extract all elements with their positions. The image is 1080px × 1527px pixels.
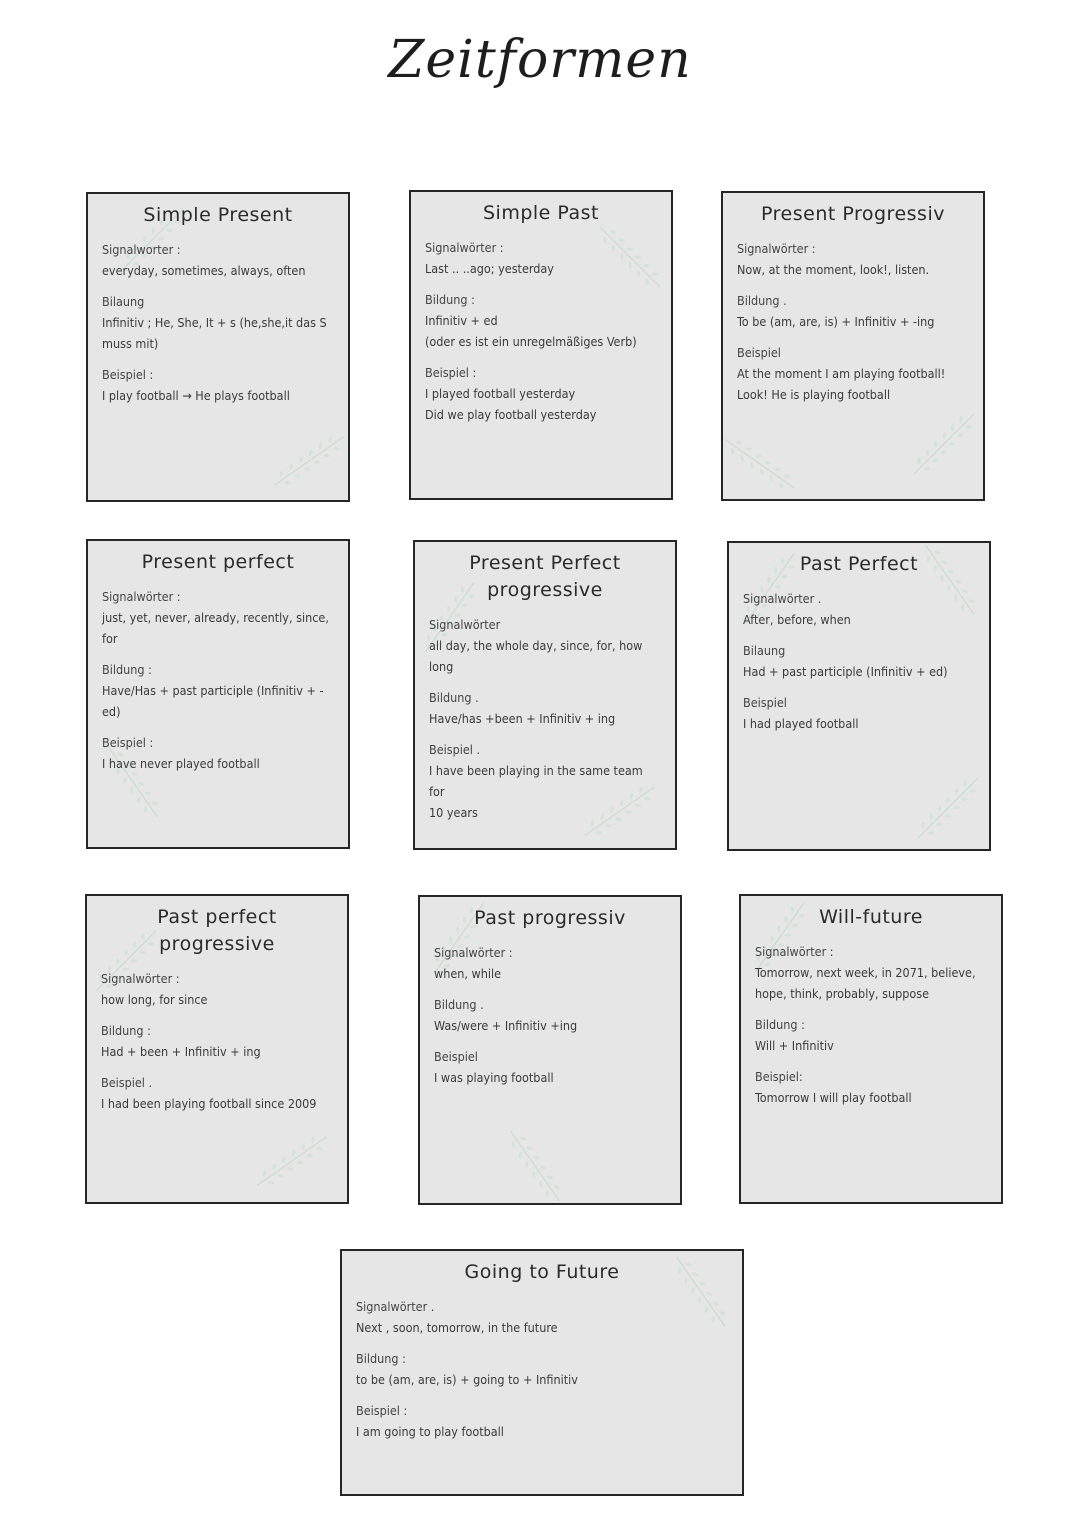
section-text: Had + past participle (Infinitiv + ed) xyxy=(743,664,948,679)
card-section xyxy=(356,1348,728,1390)
tense-card-past-progressiv xyxy=(418,895,682,1205)
section-label: Bilaung xyxy=(743,643,786,658)
tense-card-present-perfect-progressive xyxy=(413,540,677,850)
section-label: Bildung : xyxy=(101,1023,151,1038)
section-text: I was playing football xyxy=(434,1070,554,1085)
tense-card-will-future xyxy=(739,894,1003,1204)
section-text: I have been playing in the same team for xyxy=(429,763,643,799)
card-title: Simple Present xyxy=(143,204,293,226)
section-label: Bildung : xyxy=(755,1017,805,1032)
card-section xyxy=(755,1014,987,1056)
card-section xyxy=(102,732,334,774)
section-label: Signalwörter xyxy=(429,617,501,632)
tense-card-past-perfect-progressive xyxy=(85,894,349,1204)
section-text: Tomorrow, next week, in 2071, believe, xyxy=(755,965,976,980)
section-label: Signalwörter . xyxy=(356,1299,435,1314)
leaf-branch-icon xyxy=(913,773,983,843)
section-label: Signalwörter : xyxy=(737,241,816,256)
section-label: Beispiel . xyxy=(101,1075,153,1090)
card-section xyxy=(101,1020,333,1062)
section-text: 10 years xyxy=(429,805,478,820)
card-section xyxy=(434,1046,666,1088)
section-label: Beispiel xyxy=(743,695,787,710)
section-text: I have never played football xyxy=(102,756,260,771)
section-label: Beispiel : xyxy=(425,365,477,380)
card-title: Present Progressiv xyxy=(761,203,945,225)
section-text: To be (am, are, is) + Infinitiv + -ing xyxy=(737,314,935,329)
section-text: just, yet, never, already, recently, since, for xyxy=(102,610,329,646)
leaf-branch-icon xyxy=(721,423,801,501)
section-label: Signalwörter : xyxy=(101,971,180,986)
section-text: Infinitiv + ed xyxy=(425,313,498,328)
section-label: Signalwörter . xyxy=(743,591,822,606)
section-label: Signalwörter : xyxy=(102,589,181,604)
section-text: Tomorrow I will play football xyxy=(755,1090,912,1105)
section-text: muss mit) xyxy=(102,336,159,351)
card-section xyxy=(429,739,661,823)
card-section xyxy=(101,1072,333,1114)
section-text: I played football yesterday xyxy=(425,386,576,401)
leaf-branch-icon xyxy=(251,1120,332,1201)
card-section xyxy=(356,1296,728,1338)
section-text: how long, for since xyxy=(101,992,208,1007)
card-section xyxy=(101,968,333,1010)
page-title: Zeitformen xyxy=(388,30,692,90)
card-title: Present perfect xyxy=(141,551,295,573)
card-title: Present Perfect progressive xyxy=(469,552,621,601)
leaf-branch-icon xyxy=(268,420,349,501)
section-text: when, while xyxy=(434,966,502,981)
section-label: Bildung . xyxy=(434,997,484,1012)
section-text: Infinitiv ; He, She, It + s (he,she,it das S xyxy=(102,315,327,330)
section-text: hope, think, probably, suppose xyxy=(755,986,930,1001)
section-label: Beispiel xyxy=(737,345,781,360)
section-text: Will + Infinitiv xyxy=(755,1038,834,1053)
section-text: Have/has +been + Infinitiv + ing xyxy=(429,711,616,726)
card-title: Past perfect progressive xyxy=(157,906,277,955)
section-text: all day, the whole day, since, for, how long xyxy=(429,638,643,674)
card-section xyxy=(425,237,657,279)
section-label: Signalwörter : xyxy=(755,944,834,959)
section-text: Now, at the moment, look!, listen. xyxy=(737,262,930,277)
card-section xyxy=(743,588,975,630)
section-text: Did we play football yesterday xyxy=(425,407,597,422)
card-section xyxy=(429,614,661,677)
section-text: (oder es ist ein unregelmäßiges Verb) xyxy=(425,334,637,349)
card-section xyxy=(737,342,969,405)
card-title: Going to Future xyxy=(464,1261,620,1283)
section-label: Beispiel: xyxy=(755,1069,803,1084)
section-text: Look! He is playing football xyxy=(737,387,891,402)
section-label: Bildung : xyxy=(356,1351,406,1366)
leaf-branch-icon xyxy=(494,1125,575,1205)
section-text: Had + been + Infinitiv + ing xyxy=(101,1044,261,1059)
section-label: Bildung . xyxy=(737,293,787,308)
card-section xyxy=(356,1400,728,1442)
section-label: Signalwörter : xyxy=(425,240,504,255)
section-label: Bildung . xyxy=(429,690,479,705)
section-label: Signalwörter : xyxy=(434,945,513,960)
tense-card-simple-past xyxy=(409,190,673,500)
card-section xyxy=(737,290,969,332)
tense-card-present-perfect xyxy=(86,539,350,849)
section-label: Beispiel : xyxy=(356,1403,408,1418)
section-label: Bildung : xyxy=(425,292,475,307)
card-section xyxy=(743,640,975,682)
card-section xyxy=(102,239,334,281)
card-title: Will-future xyxy=(819,906,923,928)
section-text: Last .. ..ago; yesterday xyxy=(425,261,554,276)
section-text: At the moment I am playing football! xyxy=(737,366,946,381)
section-text: I play football → He plays football xyxy=(102,388,290,403)
card-title: Past progressiv xyxy=(474,907,626,929)
card-section xyxy=(102,586,334,649)
card-section xyxy=(425,362,657,425)
card-section xyxy=(737,238,969,280)
card-section xyxy=(425,289,657,352)
card-section xyxy=(102,659,334,722)
section-text: to be (am, are, is) + going to + Infinitiv xyxy=(356,1372,578,1387)
card-title: Simple Past xyxy=(482,202,599,224)
section-text: I am going to play football xyxy=(356,1424,504,1439)
section-label: Beispiel : xyxy=(102,367,154,382)
section-text: everyday, sometimes, always, often xyxy=(102,263,306,278)
card-section xyxy=(434,942,666,984)
tense-card-going-to-future xyxy=(340,1249,744,1496)
card-section xyxy=(102,364,334,406)
section-label: Beispiel : xyxy=(102,735,154,750)
tense-card-simple-present xyxy=(86,192,350,502)
section-text: I had been playing football since 2009 xyxy=(101,1096,317,1111)
section-label: Signalworter : xyxy=(102,242,181,257)
card-section xyxy=(743,692,975,734)
section-label: Beispiel xyxy=(434,1049,478,1064)
section-text: Was/were + Infinitiv +ing xyxy=(434,1018,578,1033)
leaf-branch-icon xyxy=(909,409,979,479)
tense-card-present-progressiv xyxy=(721,191,985,501)
section-label: Bildung : xyxy=(102,662,152,677)
card-section xyxy=(755,941,987,1004)
section-text: Next , soon, tomorrow, in the future xyxy=(356,1320,558,1335)
card-section xyxy=(755,1066,987,1108)
tense-card-past-perfect xyxy=(727,541,991,851)
card-title: Past Perfect xyxy=(799,553,919,575)
section-label: Beispiel . xyxy=(429,742,481,757)
card-section xyxy=(434,994,666,1036)
section-text: After, before, when xyxy=(743,612,851,627)
section-label: Bilaung xyxy=(102,294,145,309)
card-section xyxy=(102,291,334,354)
section-text: Have/Has + past participle (Infinitiv + -ed) xyxy=(102,683,324,719)
card-section xyxy=(429,687,661,729)
section-text: I had played football xyxy=(743,716,859,731)
